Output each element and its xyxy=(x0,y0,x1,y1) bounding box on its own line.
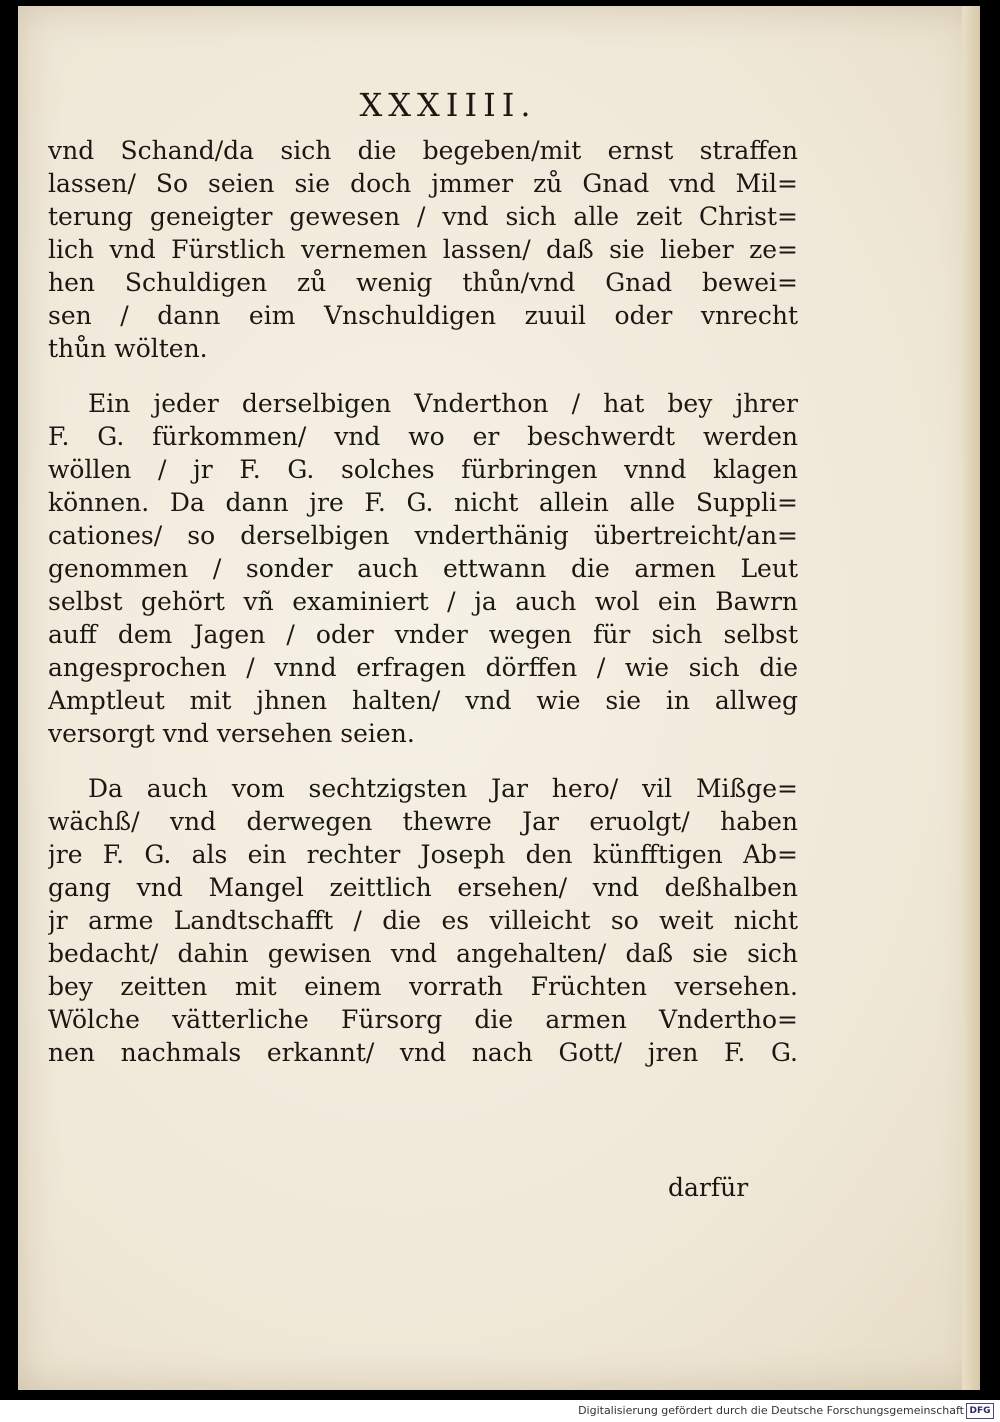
page-edge xyxy=(962,6,980,1390)
text-line: wächß/ vnd derwegen thewre Jar eruolgt/ haben xyxy=(48,807,798,836)
paragraph-1 xyxy=(48,134,798,365)
text-line: jre F. G. als ein rechter Joseph den künfftigen Ab= xyxy=(48,840,798,869)
text-line: gang vnd Mangel zeittlich ersehen/ vnd deßhalben xyxy=(48,873,798,902)
text-line: nen nachmals erkannt/ vnd nach Gott/ jren F. G. xyxy=(48,1038,798,1067)
catchword: darfür xyxy=(668,1173,749,1202)
text-line: F. G. fürkommen/ vnd wo er beschwerdt werden xyxy=(48,422,798,451)
text-line: Ein jeder derselbigen Vnderthon / hat bey jhrer xyxy=(88,389,798,418)
text-line: terung geneigter gewesen / vnd sich alle zeit Christ= xyxy=(48,202,798,231)
footer-bar xyxy=(0,1400,1000,1422)
text-line: versorgt vnd versehen seien. xyxy=(48,719,415,748)
body-text xyxy=(48,134,798,1069)
footer-credit: Digitalisierung gefördert durch die Deutsche Forschungsgemeinschaft xyxy=(578,1404,964,1417)
text-line: sen / dann eim Vnschuldigen zuuil oder vnrecht xyxy=(48,301,798,330)
text-line: Amptleut mit jhnen halten/ vnd wie sie in allweg xyxy=(48,686,798,715)
text-line: cationes/ so derselbigen vnderthänig übertreicht/an= xyxy=(48,521,798,550)
text-line: Da auch vom sechtzigsten Jar hero/ vil Mißge= xyxy=(88,774,798,803)
folio-number: XXXIIII. xyxy=(359,86,537,124)
text-line: hen Schuldigen zů wenig thůn/vnd Gnad bewei= xyxy=(48,268,798,297)
text-line: thůn wölten. xyxy=(48,334,208,363)
text-line: bedacht/ dahin gewisen vnd angehalten/ daß sie sich xyxy=(48,939,798,968)
text-line: jr arme Landtschafft / die es villeicht so weit nicht xyxy=(48,906,798,935)
text-line: selbst gehört vñ examiniert / ja auch wol ein Bawrn xyxy=(48,587,798,616)
text-line: lassen/ So seien sie doch jmmer zů Gnad vnd Mil= xyxy=(48,169,798,198)
text-line: lich vnd Fürstlich vernemen lassen/ daß sie lieber ze= xyxy=(48,235,798,264)
text-line: wöllen / jr F. G. solches fürbringen vnnd klagen xyxy=(48,455,798,484)
paragraph-2 xyxy=(48,387,798,750)
book-page xyxy=(18,6,980,1390)
dfg-logo: DFG xyxy=(966,1403,994,1419)
text-line: vnd Schand/da sich die begeben/mit ernst straffen xyxy=(48,136,798,165)
text-line: Wölche vätterliche Fürsorg die armen Vndertho= xyxy=(48,1005,798,1034)
text-line: können. Da dann jre F. G. nicht allein alle Suppli= xyxy=(48,488,798,517)
paragraph-3 xyxy=(48,772,798,1069)
text-line: angesprochen / vnnd erfragen dörffen / wie sich die xyxy=(48,653,798,682)
text-line: genommen / sonder auch ettwann die armen Leut xyxy=(48,554,798,583)
text-line: bey zeitten mit einem vorrath Früchten versehen. xyxy=(48,972,798,1001)
text-line: auff dem Jagen / oder vnder wegen für sich selbst xyxy=(48,620,798,649)
